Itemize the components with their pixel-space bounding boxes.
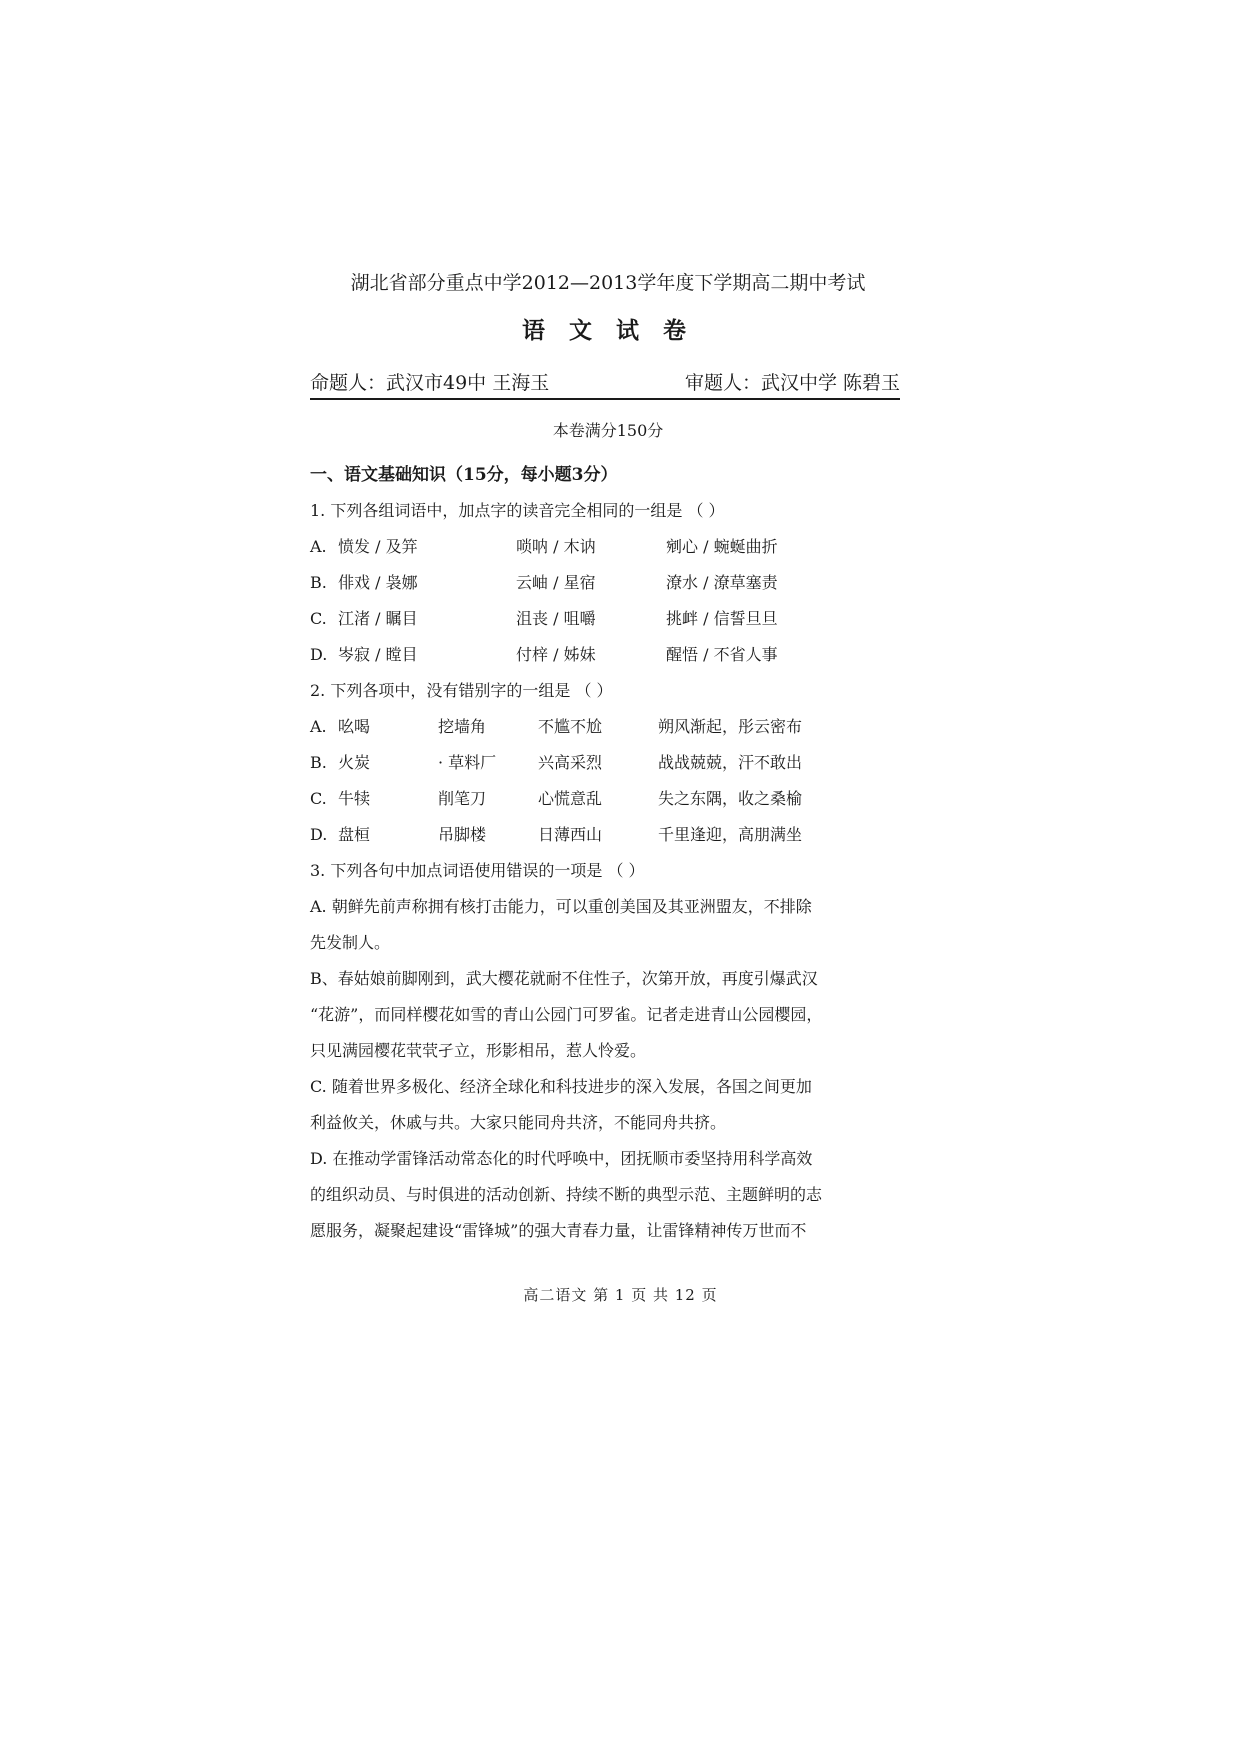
question-3-option-a — [310, 896, 906, 954]
option-text-line: C. 随着世界多极化、经济全球化和科技进步的深入发展，各国之间更加 — [310, 1077, 812, 1096]
question-1-option-d — [310, 644, 906, 666]
option-text-line: 先发制人。 — [310, 933, 391, 952]
section-heading: 一、语文基础知识（15分，每小题3分） — [310, 465, 618, 485]
option-word-pair: 愤发 / 及笄 — [338, 537, 418, 556]
question-3-option-c — [310, 1076, 906, 1134]
option-word: 牛犊 — [338, 789, 371, 808]
option-word-pair: 唢呐 / 木讷 — [516, 537, 596, 556]
option-word: · 草料厂 — [438, 753, 497, 772]
option-word-pair: 俳戏 / 袅娜 — [338, 573, 418, 592]
question-1-option-c — [310, 608, 906, 630]
option-word-pair: 醒悟 / 不省人事 — [666, 645, 778, 664]
option-label: A. — [310, 537, 327, 556]
option-label: D. — [310, 645, 328, 664]
option-word: 吊脚楼 — [438, 825, 487, 844]
option-word: 心慌意乱 — [538, 789, 603, 808]
option-text-line: 愿服务，凝聚起建设“雷锋城”的强大青春力量，让雷锋精神传万世而不 — [310, 1221, 807, 1240]
option-word: 不尴不尬 — [538, 717, 603, 736]
option-word-pair: 岑寂 / 瞠目 — [338, 645, 418, 664]
question-3-stem: 3. 下列各句中加点词语使用错误的一项是 （ ） — [310, 861, 645, 880]
question-2-option-a — [310, 716, 906, 738]
total-score: 本卷满分150分 — [552, 421, 664, 440]
page-footer: 高二语文 第 1 页 共 12 页 — [523, 1286, 718, 1304]
option-text-line: 利益攸关，休戚与共。大家只能同舟共济，不能同舟共挤。 — [310, 1113, 727, 1132]
option-label: B. — [310, 753, 327, 772]
option-phrase: 千里逢迎，高朋满坐 — [658, 825, 803, 844]
option-word: 火炭 — [338, 753, 371, 772]
option-phrase: 战战兢兢，汗不敢出 — [658, 753, 803, 772]
option-label: A. — [310, 717, 327, 736]
option-word-pair: 江渚 / 瞩目 — [338, 609, 418, 628]
option-text-line: D. 在推动学雷锋活动常态化的时代呼唤中，团抚顺市委坚持用科学高效 — [310, 1149, 813, 1168]
option-label: D. — [310, 825, 328, 844]
option-text-line: 的组织动员、与时俱进的活动创新、持续不断的典型示范、主题鲜明的志 — [310, 1185, 823, 1204]
option-word-pair: 潦水 / 潦草塞责 — [666, 573, 778, 592]
question-2-option-c — [310, 788, 906, 810]
option-word: 削笔刀 — [438, 789, 487, 808]
option-text-line: “花游”，而同样樱花如雪的青山公园门可罗雀。记者走进青山公园樱园， — [310, 1005, 823, 1024]
question-1-stem: 1. 下列各组词语中，加点字的读音完全相同的一组是 （ ） — [310, 501, 725, 520]
option-word-pair: 付梓 / 姊妹 — [516, 645, 596, 664]
question-3-option-d — [310, 1148, 906, 1242]
question-2-option-b — [310, 752, 906, 774]
exam-page — [310, 270, 906, 1242]
question-2-stem: 2. 下列各项中，没有错别字的一组是 （ ） — [310, 681, 613, 700]
option-word: 吆喝 — [338, 717, 371, 736]
author-right: 审题人：武汉中学 陈碧玉 — [684, 372, 900, 394]
option-label: B. — [310, 573, 327, 592]
option-label: C. — [310, 789, 327, 808]
option-word: 挖墙角 — [438, 717, 487, 736]
authors-line — [310, 370, 900, 400]
option-text-line: B、春姑娘前脚刚到，武大樱花就耐不住性子，次第开放，再度引爆武汉 — [310, 969, 818, 988]
option-label: C. — [310, 609, 327, 628]
option-word: 盘桓 — [338, 825, 371, 844]
exam-subtitle: 语 文 试 卷 — [521, 317, 695, 344]
exam-title: 湖北省部分重点中学2012—2013学年度下学期高二期中考试 — [350, 272, 866, 294]
option-phrase: 失之东隅，收之桑榆 — [658, 789, 803, 808]
option-word-pair: 剜心 / 蜿蜒曲折 — [666, 537, 778, 556]
option-word: 兴高采烈 — [538, 753, 603, 772]
option-word: 日薄西山 — [538, 825, 603, 844]
author-left: 命题人：武汉市49中 王海玉 — [310, 372, 550, 394]
option-word-pair: 挑衅 / 信誓旦旦 — [666, 609, 778, 628]
option-text-line: A. 朝鲜先前声称拥有核打击能力，可以重创美国及其亚洲盟友，不排除 — [310, 897, 812, 916]
option-text-line: 只见满园樱花茕茕孑立，形影相吊，惹人怜爱。 — [310, 1041, 647, 1060]
question-1-option-a — [310, 536, 906, 558]
option-word-pair: 云岫 / 星宿 — [516, 573, 596, 592]
option-word-pair: 沮丧 / 咀嚼 — [516, 609, 596, 628]
question-3-option-b — [310, 968, 906, 1062]
question-2-option-d — [310, 824, 906, 846]
question-1-option-b — [310, 572, 906, 594]
option-phrase: 朔风渐起，彤云密布 — [658, 717, 803, 736]
